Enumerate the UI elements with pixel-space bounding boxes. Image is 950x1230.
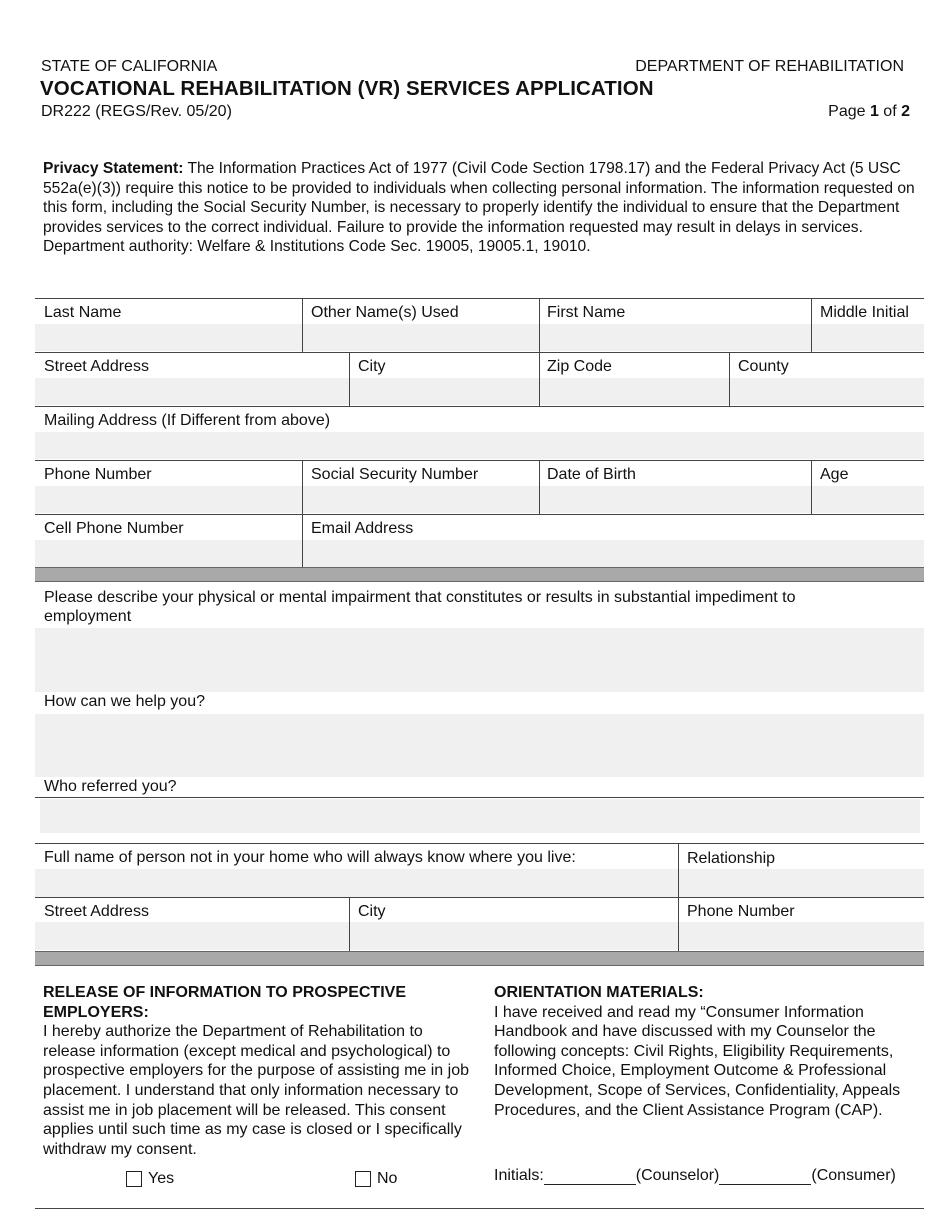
consumer-initials-input[interactable]: [719, 1169, 811, 1185]
consent-no-option[interactable]: [355, 1170, 397, 1188]
help-input[interactable]: [35, 714, 924, 777]
divider: [678, 897, 679, 951]
department-label: DEPARTMENT OF REHABILITATION: [635, 58, 904, 75]
contact-street-input[interactable]: [35, 922, 349, 950]
release-text: I hereby authorize the Department of Rehabilitation to release information (except medical and psychological) to prospective employers for the purpose of assisting me in job placement. I understand that only information necessary to assist me in job placement will be released. This consent applies until such time as my case is closed or I specifically withdraw my consent.: [43, 1023, 469, 1158]
first-name-label: First Name: [547, 304, 626, 321]
divider: [35, 514, 924, 515]
contact-city-input[interactable]: [350, 922, 678, 950]
divider: [35, 460, 924, 461]
cell-phone-input[interactable]: [35, 540, 302, 567]
county-input[interactable]: [730, 378, 924, 405]
relationship-input[interactable]: [679, 869, 924, 897]
page-indicator: [828, 103, 910, 121]
city-input[interactable]: [350, 378, 539, 405]
divider: [349, 352, 350, 406]
contact-phone-input[interactable]: [679, 922, 924, 950]
section-separator: [35, 567, 924, 582]
city-label: City: [358, 358, 386, 375]
divider: [35, 298, 924, 299]
divider: [539, 352, 540, 406]
form-title: VOCATIONAL REHABILITATION (VR) SERVICES APPLICATION: [40, 77, 654, 100]
privacy-text: The Information Practices Act of 1977 (Civil Code Section 1798.17) and the Federal Privacy Act (5 USC 552a(e)(3)) require this notice to be provided to individuals when collecting personal information. The information requested on this form, including the Social Security Number, is necessary to properly identify the individual to ensure that the Department provides services to the correct individual. Failure to provide the information requested may result in delays in services. Department authority: Welfare & Institutions Code Sec. 19005, 19005.1, 19010.: [43, 160, 915, 256]
divider: [811, 298, 812, 352]
divider: [678, 843, 679, 897]
page-of: of: [878, 103, 902, 120]
counselor-label: (Counselor): [635, 1167, 720, 1184]
divider: [349, 897, 350, 951]
page-total: 2: [901, 103, 910, 120]
contact-name-label: Full name of person not in your home who will always know where you live:: [44, 849, 576, 866]
relationship-label: Relationship: [687, 850, 776, 867]
orientation-section: [494, 983, 922, 1120]
contact-name-input[interactable]: [35, 869, 678, 897]
form-number: DR222 (REGS/Rev. 05/20): [41, 103, 232, 120]
help-label: How can we help you?: [44, 693, 205, 710]
contact-phone-label: Phone Number: [687, 903, 795, 920]
divider: [302, 514, 303, 568]
state-label: STATE OF CALIFORNIA: [41, 58, 218, 75]
middle-initial-input[interactable]: [812, 324, 924, 351]
divider: [35, 352, 924, 353]
consent-yes-option[interactable]: [126, 1170, 174, 1188]
first-name-input[interactable]: [540, 324, 811, 351]
no-label: No: [377, 1170, 398, 1187]
middle-initial-label: Middle Initial: [820, 304, 909, 321]
zip-code-input[interactable]: [540, 378, 729, 405]
divider: [729, 352, 730, 406]
dob-label: Date of Birth: [547, 466, 636, 483]
divider: [811, 460, 812, 514]
referred-label: Who referred you?: [44, 778, 177, 795]
ssn-label: Social Security Number: [311, 466, 479, 483]
initials-label: Initials:: [494, 1167, 544, 1184]
yes-label: Yes: [148, 1170, 175, 1187]
privacy-label: Privacy Statement:: [43, 160, 184, 177]
no-checkbox[interactable]: [355, 1171, 371, 1187]
divider: [35, 797, 924, 798]
page-current: 1: [869, 103, 879, 120]
age-label: Age: [820, 466, 849, 483]
divider: [302, 460, 303, 514]
other-names-input[interactable]: [303, 324, 539, 351]
zip-code-label: Zip Code: [547, 358, 612, 375]
phone-number-input[interactable]: [35, 486, 302, 513]
county-label: County: [738, 358, 789, 375]
ssn-input[interactable]: [303, 486, 539, 513]
other-names-label: Other Name(s) Used: [311, 304, 459, 321]
last-name-label: Last Name: [44, 304, 122, 321]
orientation-text: I have received and read my “Consumer Information Handbook and have discussed with my Counselor the following concepts: Civil Rights, Eligibility Requirements, Informed Choice, Employment Outcome & Professional Development, Scope of Services, Confidentiality, Appeals Procedures, and the Client Assistance Program (CAP).: [494, 1003, 901, 1119]
consumer-label: (Consumer): [811, 1167, 896, 1184]
counselor-initials-input[interactable]: [544, 1169, 636, 1185]
contact-street-label: Street Address: [44, 903, 149, 920]
mailing-address-label: Mailing Address (If Different from above): [44, 412, 331, 429]
section-separator: [35, 951, 924, 966]
phone-number-label: Phone Number: [44, 466, 152, 483]
cell-phone-label: Cell Phone Number: [44, 520, 184, 537]
release-section: [43, 983, 473, 1159]
release-heading: RELEASE OF INFORMATION TO PROSPECTIVE EMPLOYERS:: [43, 984, 406, 1021]
mailing-address-input[interactable]: [35, 432, 924, 459]
dob-input[interactable]: [540, 486, 811, 513]
orientation-heading: ORIENTATION MATERIALS:: [494, 984, 704, 1001]
age-input[interactable]: [812, 486, 924, 513]
page-prefix: Page: [828, 103, 870, 120]
divider: [539, 460, 540, 514]
yes-checkbox[interactable]: [126, 1171, 142, 1187]
street-address-label: Street Address: [44, 358, 149, 375]
divider: [35, 897, 924, 898]
privacy-statement: [43, 159, 918, 257]
divider: [35, 843, 924, 844]
email-label: Email Address: [311, 520, 414, 537]
impairment-label-line2: employment: [44, 608, 132, 625]
divider: [302, 298, 303, 352]
impairment-input[interactable]: [35, 628, 924, 692]
referred-input[interactable]: [40, 799, 920, 833]
divider: [35, 406, 924, 407]
last-name-input[interactable]: [35, 324, 302, 351]
street-address-input[interactable]: [35, 378, 349, 405]
divider: [539, 298, 540, 352]
bottom-divider: [35, 1208, 924, 1209]
email-input[interactable]: [303, 540, 924, 567]
contact-city-label: City: [358, 903, 386, 920]
impairment-label-line1: Please describe your physical or mental impairment that constitutes or results in substantial impediment to: [44, 589, 796, 606]
initials-row: [494, 1167, 896, 1185]
